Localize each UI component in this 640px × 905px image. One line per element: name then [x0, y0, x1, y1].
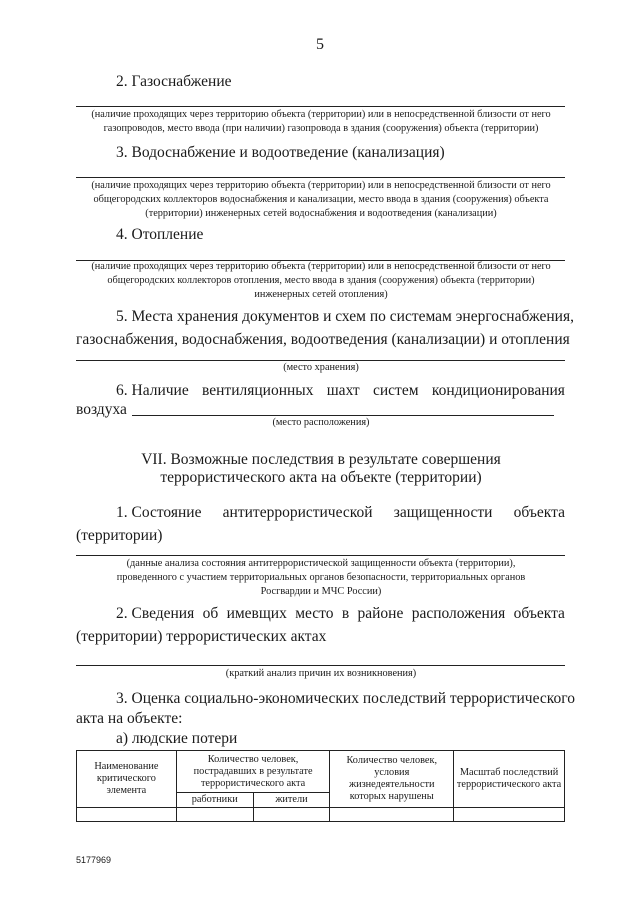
word: антитеррористической — [222, 504, 373, 521]
word: 2. Сведения — [116, 605, 195, 622]
word: систем — [373, 382, 419, 399]
section-3-caption-3: (территории) инженерных сетей водоснабжения и водоотведения (канализации) — [145, 208, 497, 219]
section-7-1-caption-3: Росгвардии и МЧС России) — [260, 586, 382, 597]
human-losses-table — [76, 750, 565, 822]
section-6-line-1 — [116, 381, 565, 401]
section-2-title: 2. Газоснабжение — [116, 73, 232, 90]
section-7-title-1: VII. Возможные последствия в результате совершения — [141, 451, 501, 468]
section-7-3-line-1: 3. Оценка социально-экономических последствий террористического — [116, 690, 575, 707]
section-5-caption: (место хранения) — [283, 362, 359, 373]
section-4-title: 4. Отопление — [116, 226, 204, 243]
section-5-line-1: 5. Места хранения документов и схем по системам энергоснабжения, — [116, 308, 574, 325]
word: защищенности — [393, 504, 493, 521]
table-cell — [330, 808, 454, 822]
section-6-caption: (место расположения) — [272, 417, 370, 428]
word: 6. Наличие — [116, 382, 189, 399]
word: расположения — [411, 605, 506, 622]
section-3-title: 3. Водоснабжение и водоотведение (канализация) — [116, 144, 445, 161]
word: объекта — [513, 504, 565, 521]
section-7-1-line-2: (территории) — [76, 527, 163, 544]
section-7-3-line-2: акта на объекте: — [76, 710, 183, 727]
section-7-title-2: террористического акта на объекте (территории) — [160, 469, 482, 486]
col-header-disrupted-count: Количество человек, условия жизнедеятельности которых нарушены — [330, 751, 454, 808]
fill-line — [76, 555, 565, 556]
section-4-caption-3: инженерных сетей отопления) — [254, 289, 388, 300]
section-7-2-line-1 — [116, 604, 565, 624]
section-7-2-line-2: (территории) террористических актах — [76, 628, 327, 645]
word: в — [341, 605, 350, 622]
section-5-line-2: газоснабжения, водоснабжения, водоотведения (канализации) и отопления — [76, 331, 570, 348]
word: вентиляционных — [202, 382, 314, 399]
section-4-caption-2: общегородских коллекторов отопления, место ввода в здания (сооружения) объекта (территории) — [107, 275, 535, 286]
section-7-3-sub-a: а) людские потери — [116, 730, 238, 747]
fill-line — [76, 177, 565, 178]
page-number: 5 — [316, 36, 324, 53]
col-header-scale: Масштаб последствий террористического акта — [454, 751, 565, 808]
section-7-2-caption: (краткий анализ причин их возникновения) — [225, 668, 417, 679]
section-3-caption-1: (наличие проходящих через территорию объекта (территории) или в непосредственной близости от него — [91, 180, 551, 191]
table-cell — [176, 808, 253, 822]
word: имевщих — [226, 605, 287, 622]
section-6-line-2: воздуха — [76, 401, 127, 418]
word: объекта — [513, 605, 565, 622]
word: 1. Состояние — [116, 504, 202, 521]
section-7-1-line-1 — [116, 503, 565, 523]
fill-line — [76, 665, 565, 666]
word: место — [295, 605, 334, 622]
section-2-caption-1: (наличие проходящих через территорию объекта (территории) или в непосредственной близости от него — [91, 109, 551, 120]
section-7-1-caption-1: (данные анализа состояния антитеррористической защищенности объекта (территории), — [126, 558, 516, 569]
table-cell — [253, 808, 330, 822]
col-header-workers: работники — [176, 793, 253, 808]
word: шахт — [326, 382, 360, 399]
section-2-caption-2: газопроводов, место ввода (при наличии) газопровода в здания (сооружения) объекта (территории) — [103, 123, 539, 134]
word: об — [202, 605, 219, 622]
word: районе — [357, 605, 404, 622]
document-id: 5177969 — [76, 855, 112, 865]
word: кондиционирования — [431, 382, 565, 399]
section-7-1-caption-2: проведенного с участием территориальных органов безопасности, территориальных органов — [116, 572, 526, 583]
section-3-caption-2: общегородских коллекторов водоснабжения и канализации, место ввода в здания (сооружения) объекта — [93, 194, 549, 205]
table-cell — [454, 808, 565, 822]
section-4-caption-1: (наличие проходящих через территорию объекта (территории) или в непосредственной близости от него — [91, 261, 551, 272]
col-header-residents: жители — [253, 793, 330, 808]
col-header-critical-element: Наименование критического элемента — [77, 751, 177, 808]
table-cell — [77, 808, 177, 822]
fill-line — [76, 106, 565, 107]
col-header-affected-count: Количество человек, пострадавших в результате террористического акта — [176, 751, 330, 793]
